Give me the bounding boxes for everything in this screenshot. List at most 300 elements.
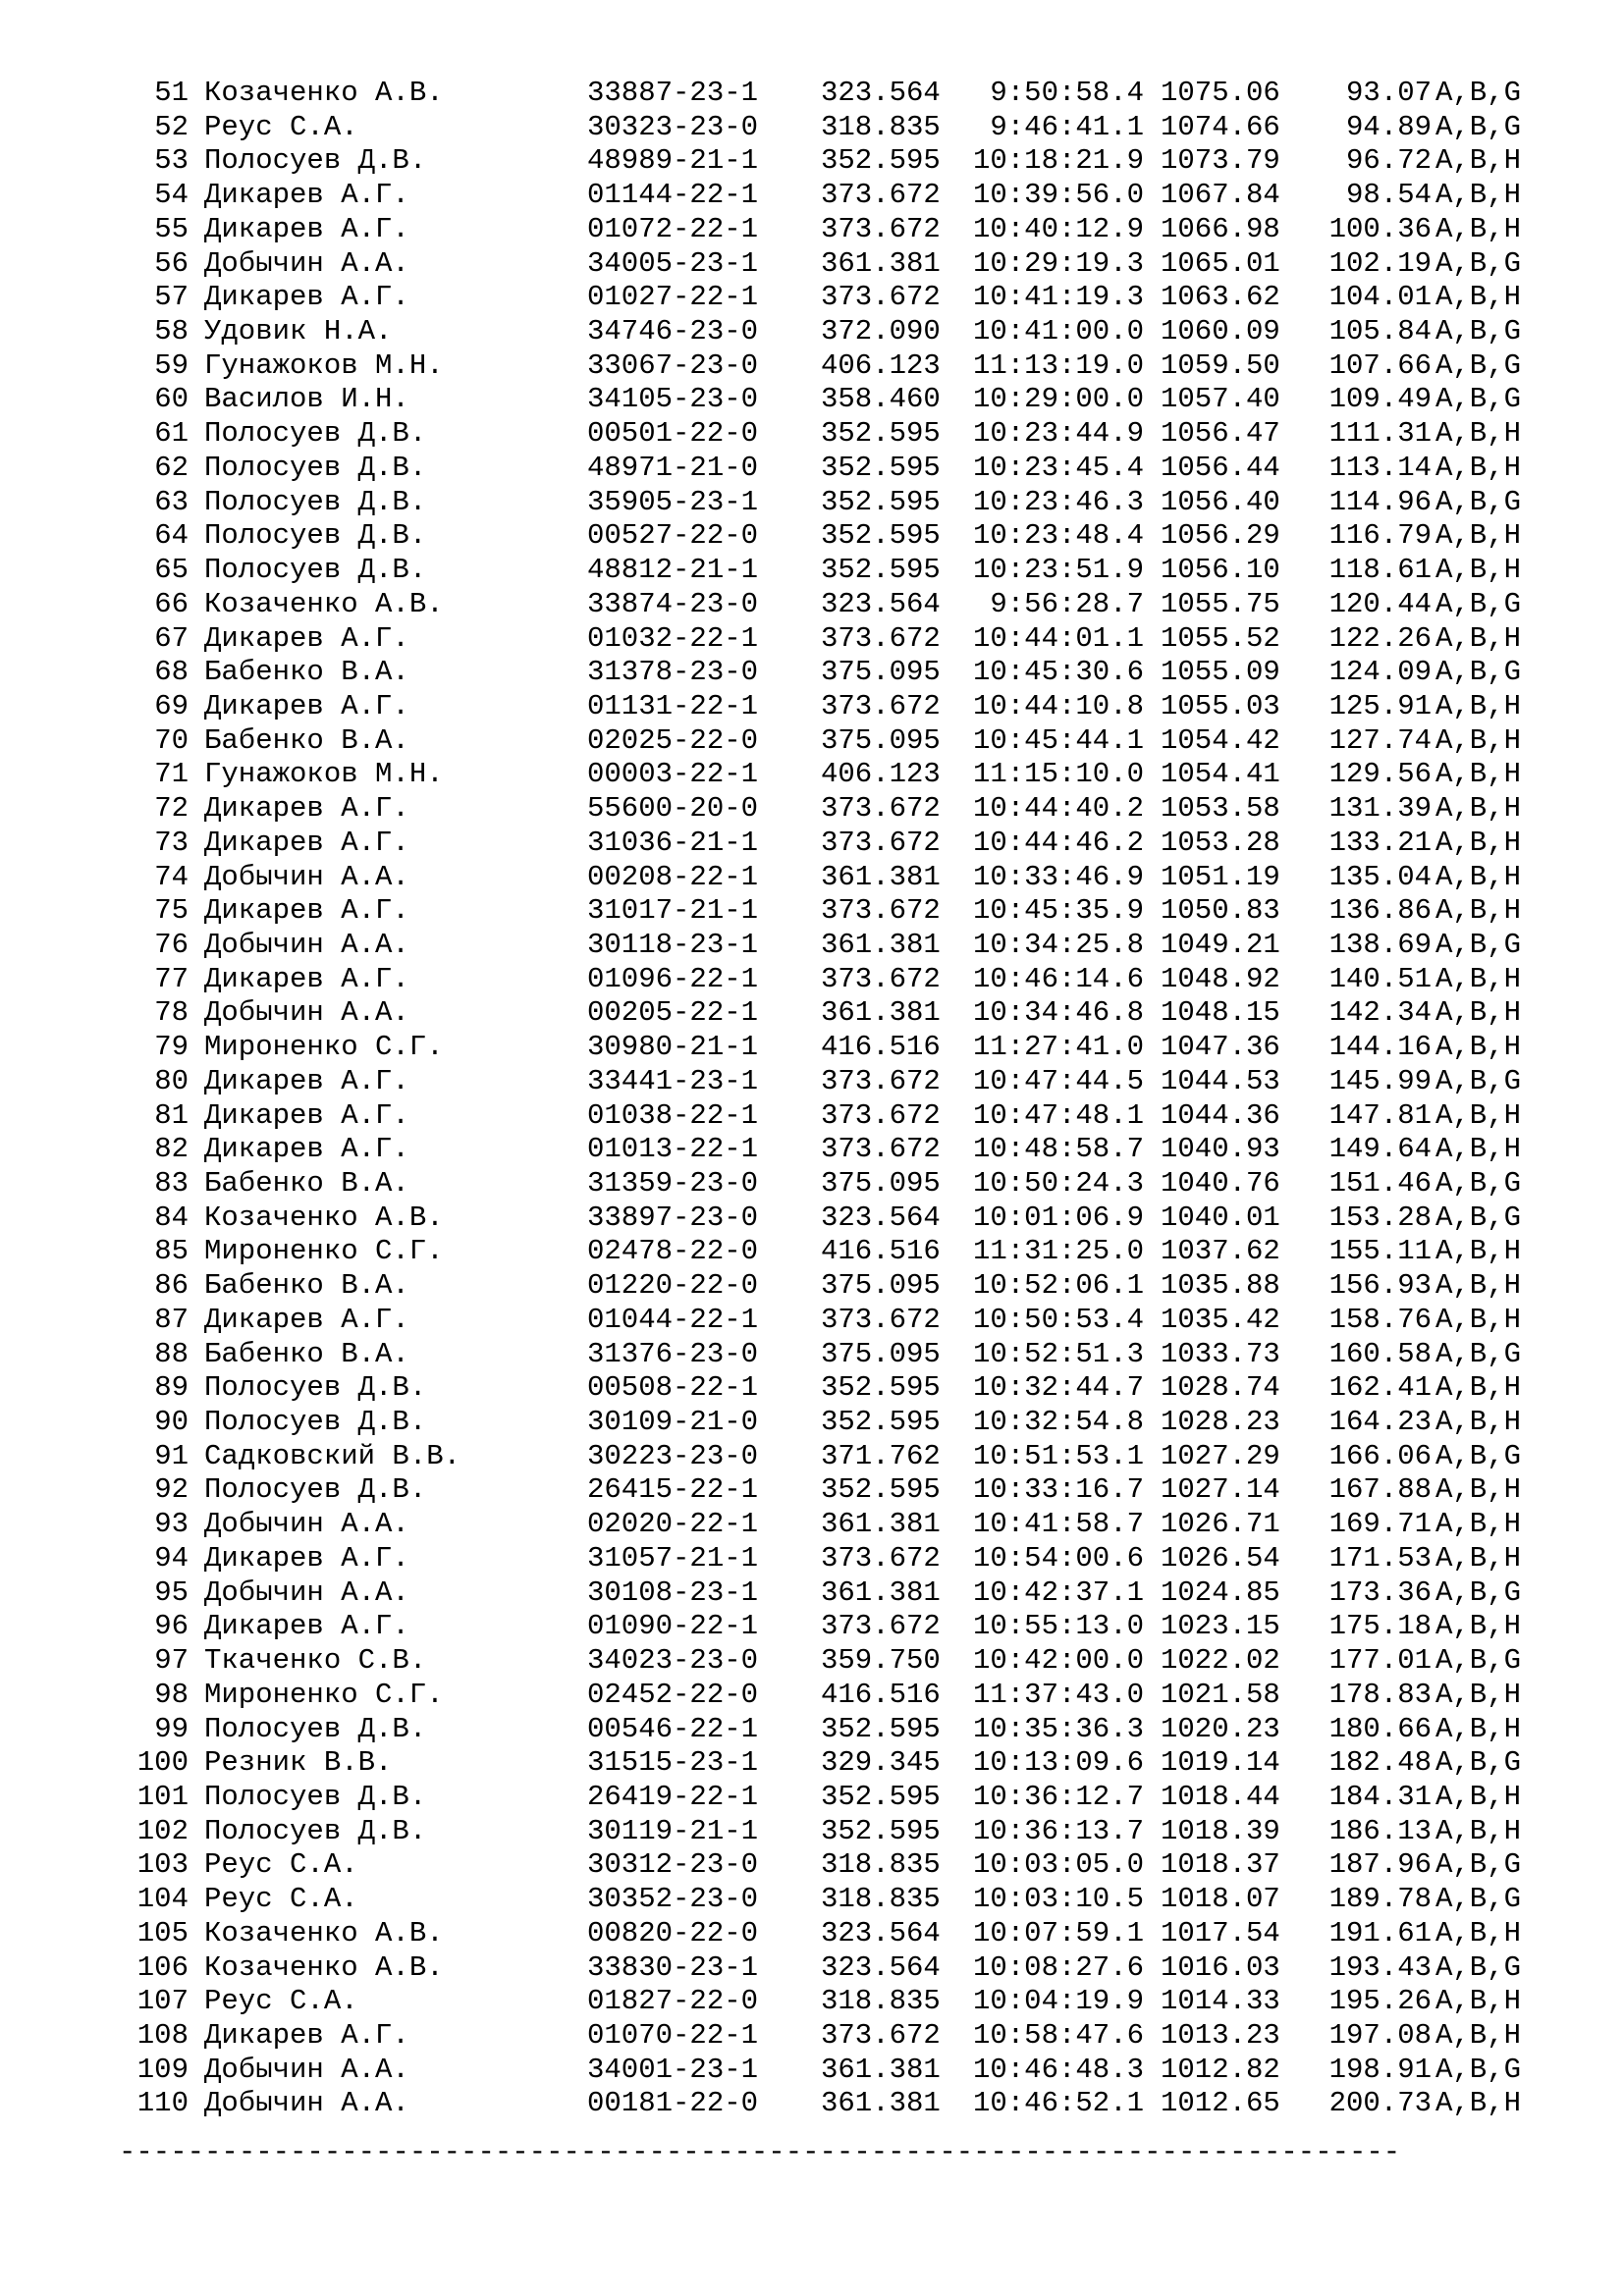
group-codes: A,B,H xyxy=(1435,1780,1522,1813)
table-row xyxy=(0,1099,1624,1134)
fancier-name: Бабенко В.А. xyxy=(204,656,409,689)
table-row xyxy=(0,1201,1624,1236)
distance: 375.095 xyxy=(821,723,941,757)
ring-number: 48812-21-1 xyxy=(587,554,759,587)
row-number: 92 xyxy=(154,1473,189,1507)
row-number: 95 xyxy=(154,1575,189,1609)
group-codes: A,B,H xyxy=(1435,519,1522,553)
fancier-name: Добычин А.А. xyxy=(204,2087,409,2120)
fancier-name: Гунажоков М.Н. xyxy=(204,348,444,382)
speed: 1028.74 xyxy=(1161,1371,1280,1405)
speed: 1035.42 xyxy=(1161,1303,1280,1336)
distance: 373.672 xyxy=(821,2018,941,2052)
ring-number: 30109-21-0 xyxy=(587,1406,759,1439)
arrival-time: 10:44:40.2 xyxy=(972,792,1144,826)
table-row xyxy=(0,1473,1624,1508)
table-row xyxy=(0,1440,1624,1474)
table-row xyxy=(0,554,1624,588)
distance: 329.345 xyxy=(821,1746,941,1780)
row-number: 75 xyxy=(154,894,189,928)
coefficient: 156.93 xyxy=(1328,1269,1432,1303)
group-codes: A,B,H xyxy=(1435,996,1522,1030)
table-row xyxy=(0,247,1624,282)
coefficient: 187.96 xyxy=(1328,1848,1432,1882)
table-row xyxy=(0,690,1624,724)
speed: 1018.44 xyxy=(1161,1780,1280,1813)
group-codes: A,B,G xyxy=(1435,383,1522,416)
arrival-time: 10:42:00.0 xyxy=(972,1644,1144,1678)
fancier-name: Дикарев А.Г. xyxy=(204,179,409,212)
group-codes: A,B,H xyxy=(1435,1508,1522,1541)
table-row xyxy=(0,1883,1624,1917)
speed: 1059.50 xyxy=(1161,348,1280,382)
fancier-name: Дикарев А.Г. xyxy=(204,792,409,826)
coefficient: 167.88 xyxy=(1328,1473,1432,1507)
distance: 406.123 xyxy=(821,348,941,382)
group-codes: A,B,H xyxy=(1435,860,1522,893)
ring-number: 30223-23-0 xyxy=(587,1439,759,1472)
group-codes: A,B,H xyxy=(1435,554,1522,587)
arrival-time: 10:46:48.3 xyxy=(972,2053,1144,2086)
ring-number: 31515-23-1 xyxy=(587,1746,759,1780)
arrival-time: 9:46:41.1 xyxy=(990,110,1144,143)
coefficient: 160.58 xyxy=(1328,1337,1432,1370)
arrival-time: 10:23:51.9 xyxy=(972,554,1144,587)
fancier-name: Мироненко С.Г. xyxy=(204,1031,444,1064)
coefficient: 178.83 xyxy=(1328,1678,1432,1711)
ring-number: 01070-22-1 xyxy=(587,2018,759,2052)
row-number: 88 xyxy=(154,1337,189,1370)
table-row xyxy=(0,1065,1624,1099)
fancier-name: Василов И.Н. xyxy=(204,383,409,416)
arrival-time: 10:46:14.6 xyxy=(972,962,1144,995)
table-row xyxy=(0,894,1624,929)
ring-number: 34105-23-0 xyxy=(587,383,759,416)
row-number: 54 xyxy=(154,179,189,212)
speed: 1014.33 xyxy=(1161,1985,1280,2018)
fancier-name: Реус С.А. xyxy=(204,1985,358,2018)
arrival-time: 11:27:41.0 xyxy=(972,1031,1144,1064)
fancier-name: Добычин А.А. xyxy=(204,1508,409,1541)
speed: 1057.40 xyxy=(1161,383,1280,416)
arrival-time: 11:31:25.0 xyxy=(972,1235,1144,1268)
table-row xyxy=(0,1848,1624,1883)
coefficient: 184.31 xyxy=(1328,1780,1432,1813)
coefficient: 198.91 xyxy=(1328,2053,1432,2086)
fancier-name: Дикарев А.Г. xyxy=(204,1133,409,1166)
table-row xyxy=(0,1304,1624,1338)
speed: 1073.79 xyxy=(1161,144,1280,178)
speed: 1055.03 xyxy=(1161,689,1280,722)
fancier-name: Дикарев А.Г. xyxy=(204,826,409,859)
speed: 1023.15 xyxy=(1161,1610,1280,1643)
ring-number: 01096-22-1 xyxy=(587,962,759,995)
table-row xyxy=(0,792,1624,827)
fancier-name: Бабенко В.А. xyxy=(204,723,409,757)
arrival-time: 10:47:48.1 xyxy=(972,1098,1144,1132)
ring-number: 26419-22-1 xyxy=(587,1780,759,1813)
coefficient: 180.66 xyxy=(1328,1712,1432,1745)
table-row xyxy=(0,1235,1624,1269)
row-number: 109 xyxy=(136,2053,189,2086)
speed: 1048.15 xyxy=(1161,996,1280,1030)
distance: 352.595 xyxy=(821,1473,941,1507)
ring-number: 30108-23-1 xyxy=(587,1575,759,1609)
group-codes: A,B,H xyxy=(1435,689,1522,722)
arrival-time: 10:52:06.1 xyxy=(972,1269,1144,1303)
distance: 352.595 xyxy=(821,485,941,518)
row-number: 105 xyxy=(136,1916,189,1949)
speed: 1018.39 xyxy=(1161,1814,1280,1847)
coefficient: 193.43 xyxy=(1328,1950,1432,1984)
fancier-name: Дикарев А.Г. xyxy=(204,962,409,995)
arrival-time: 11:37:43.0 xyxy=(972,1678,1144,1711)
ring-number: 30312-23-0 xyxy=(587,1848,759,1882)
distance: 373.672 xyxy=(821,281,941,314)
row-number: 55 xyxy=(154,212,189,245)
arrival-time: 10:13:09.6 xyxy=(972,1746,1144,1780)
speed: 1035.88 xyxy=(1161,1269,1280,1303)
table-row xyxy=(0,349,1624,384)
ring-number: 00501-22-0 xyxy=(587,417,759,451)
ring-number: 01144-22-1 xyxy=(587,179,759,212)
speed: 1050.83 xyxy=(1161,894,1280,928)
coefficient: 102.19 xyxy=(1328,246,1432,280)
table-row xyxy=(0,861,1624,895)
distance: 323.564 xyxy=(821,587,941,620)
arrival-time: 9:50:58.4 xyxy=(990,77,1144,109)
row-number: 51 xyxy=(154,77,189,109)
fancier-name: Дикарев А.Г. xyxy=(204,1303,409,1336)
distance: 373.672 xyxy=(821,962,941,995)
speed: 1040.76 xyxy=(1161,1167,1280,1200)
group-codes: A,B,H xyxy=(1435,1031,1522,1064)
coefficient: 127.74 xyxy=(1328,723,1432,757)
row-number: 103 xyxy=(136,1848,189,1882)
distance: 373.672 xyxy=(821,1610,941,1643)
coefficient: 166.06 xyxy=(1328,1439,1432,1472)
group-codes: A,B,G xyxy=(1435,656,1522,689)
group-codes: A,B,G xyxy=(1435,1064,1522,1097)
coefficient: 171.53 xyxy=(1328,1541,1432,1575)
group-codes: A,B,H xyxy=(1435,1473,1522,1507)
arrival-time: 10:36:12.7 xyxy=(972,1780,1144,1813)
speed: 1055.52 xyxy=(1161,621,1280,655)
coefficient: 93.07 xyxy=(1345,77,1432,109)
row-number: 81 xyxy=(154,1098,189,1132)
table-row xyxy=(0,827,1624,861)
ring-number: 02478-22-0 xyxy=(587,1235,759,1268)
group-codes: A,B,H xyxy=(1435,962,1522,995)
distance: 373.672 xyxy=(821,689,941,722)
speed: 1012.82 xyxy=(1161,2053,1280,2086)
arrival-time: 10:08:27.6 xyxy=(972,1950,1144,1984)
coefficient: 122.26 xyxy=(1328,621,1432,655)
row-number: 89 xyxy=(154,1371,189,1405)
arrival-time: 10:33:46.9 xyxy=(972,860,1144,893)
row-number: 71 xyxy=(154,758,189,791)
row-number: 101 xyxy=(136,1780,189,1813)
fancier-name: Козаченко А.В. xyxy=(204,77,444,109)
arrival-time: 10:35:36.3 xyxy=(972,1712,1144,1745)
row-number: 79 xyxy=(154,1031,189,1064)
arrival-time: 10:34:25.8 xyxy=(972,928,1144,961)
group-codes: A,B,H xyxy=(1435,1133,1522,1166)
table-row xyxy=(0,1371,1624,1406)
arrival-time: 10:33:16.7 xyxy=(972,1473,1144,1507)
distance: 361.381 xyxy=(821,246,941,280)
ring-number: 26415-22-1 xyxy=(587,1473,759,1507)
group-codes: A,B,H xyxy=(1435,1406,1522,1439)
ring-number: 02452-22-0 xyxy=(587,1678,759,1711)
ring-number: 01027-22-1 xyxy=(587,281,759,314)
coefficient: 111.31 xyxy=(1328,417,1432,451)
coefficient: 147.81 xyxy=(1328,1098,1432,1132)
fancier-name: Дикарев А.Г. xyxy=(204,689,409,722)
table-row xyxy=(0,144,1624,179)
distance: 373.672 xyxy=(821,894,941,928)
coefficient: 191.61 xyxy=(1328,1916,1432,1949)
fancier-name: Дикарев А.Г. xyxy=(204,281,409,314)
arrival-time: 10:54:00.6 xyxy=(972,1541,1144,1575)
table-row xyxy=(0,1133,1624,1167)
speed: 1013.23 xyxy=(1161,2018,1280,2052)
distance: 352.595 xyxy=(821,451,941,484)
arrival-time: 10:32:54.8 xyxy=(972,1406,1144,1439)
ring-number: 01044-22-1 xyxy=(587,1303,759,1336)
coefficient: 96.72 xyxy=(1345,144,1432,178)
row-number: 62 xyxy=(154,451,189,484)
speed: 1056.10 xyxy=(1161,554,1280,587)
fancier-name: Добычин А.А. xyxy=(204,246,409,280)
fancier-name: Полосуев Д.В. xyxy=(204,1712,427,1745)
table-row xyxy=(0,996,1624,1031)
fancier-name: Полосуев Д.В. xyxy=(204,451,427,484)
arrival-time: 10:58:47.6 xyxy=(972,2018,1144,2052)
arrival-time: 10:45:35.9 xyxy=(972,894,1144,928)
speed: 1040.93 xyxy=(1161,1133,1280,1166)
group-codes: A,B,H xyxy=(1435,1235,1522,1268)
ring-number: 00508-22-1 xyxy=(587,1371,759,1405)
fancier-name: Удовик Н.А. xyxy=(204,315,393,348)
speed: 1051.19 xyxy=(1161,860,1280,893)
table-row xyxy=(0,1610,1624,1644)
speed: 1021.58 xyxy=(1161,1678,1280,1711)
distance: 373.672 xyxy=(821,826,941,859)
row-number: 57 xyxy=(154,281,189,314)
fancier-name: Садковский В.В. xyxy=(204,1439,461,1472)
speed: 1019.14 xyxy=(1161,1746,1280,1780)
coefficient: 107.66 xyxy=(1328,348,1432,382)
ring-number: 30323-23-0 xyxy=(587,110,759,143)
table-row xyxy=(0,1338,1624,1372)
arrival-time: 10:29:00.0 xyxy=(972,383,1144,416)
speed: 1067.84 xyxy=(1161,179,1280,212)
table-row xyxy=(0,1679,1624,1713)
row-number: 107 xyxy=(136,1985,189,2018)
ring-number: 00820-22-0 xyxy=(587,1916,759,1949)
arrival-time: 10:51:53.1 xyxy=(972,1439,1144,1472)
coefficient: 140.51 xyxy=(1328,962,1432,995)
group-codes: A,B,H xyxy=(1435,723,1522,757)
arrival-time: 11:13:19.0 xyxy=(972,348,1144,382)
ring-number: 01013-22-1 xyxy=(587,1133,759,1166)
ring-number: 55600-20-0 xyxy=(587,792,759,826)
coefficient: 118.61 xyxy=(1328,554,1432,587)
row-number: 96 xyxy=(154,1610,189,1643)
coefficient: 151.46 xyxy=(1328,1167,1432,1200)
fancier-name: Козаченко А.В. xyxy=(204,587,444,620)
table-row xyxy=(0,1917,1624,1951)
group-codes: A,B,H xyxy=(1435,792,1522,826)
arrival-time: 10:41:19.3 xyxy=(972,281,1144,314)
ring-number: 48971-21-0 xyxy=(587,451,759,484)
coefficient: 186.13 xyxy=(1328,1814,1432,1847)
distance: 352.595 xyxy=(821,1371,941,1405)
coefficient: 131.39 xyxy=(1328,792,1432,826)
distance: 373.672 xyxy=(821,212,941,245)
ring-number: 35905-23-1 xyxy=(587,485,759,518)
table-row xyxy=(0,724,1624,759)
arrival-time: 10:23:44.9 xyxy=(972,417,1144,451)
fancier-name: Добычин А.А. xyxy=(204,2053,409,2086)
speed: 1056.47 xyxy=(1161,417,1280,451)
row-number: 84 xyxy=(154,1201,189,1234)
speed: 1018.37 xyxy=(1161,1848,1280,1882)
group-codes: A,B,H xyxy=(1435,2018,1522,2052)
table-row xyxy=(0,77,1624,111)
table-row xyxy=(0,2019,1624,2054)
coefficient: 169.71 xyxy=(1328,1508,1432,1541)
group-codes: A,B,G xyxy=(1435,110,1522,143)
group-codes: A,B,G xyxy=(1435,1201,1522,1234)
row-number: 108 xyxy=(136,2018,189,2052)
group-codes: A,B,H xyxy=(1435,1098,1522,1132)
speed: 1053.58 xyxy=(1161,792,1280,826)
coefficient: 173.36 xyxy=(1328,1575,1432,1609)
row-number: 58 xyxy=(154,315,189,348)
row-number: 100 xyxy=(136,1746,189,1780)
distance: 352.595 xyxy=(821,1814,941,1847)
speed: 1027.14 xyxy=(1161,1473,1280,1507)
row-number: 104 xyxy=(136,1883,189,1916)
coefficient: 120.44 xyxy=(1328,587,1432,620)
ring-number: 02025-22-0 xyxy=(587,723,759,757)
arrival-time: 9:56:28.7 xyxy=(990,587,1144,620)
fancier-name: Полосуев Д.В. xyxy=(204,554,427,587)
distance: 375.095 xyxy=(821,1269,941,1303)
coefficient: 116.79 xyxy=(1328,519,1432,553)
coefficient: 129.56 xyxy=(1328,758,1432,791)
table-row xyxy=(0,1713,1624,1747)
distance: 318.835 xyxy=(821,110,941,143)
speed: 1053.28 xyxy=(1161,826,1280,859)
table-row xyxy=(0,588,1624,622)
row-number: 110 xyxy=(136,2087,189,2120)
distance: 352.595 xyxy=(821,554,941,587)
distance: 323.564 xyxy=(821,1916,941,1949)
arrival-time: 10:50:24.3 xyxy=(972,1167,1144,1200)
fancier-name: Дикарев А.Г. xyxy=(204,1610,409,1643)
arrival-time: 10:47:44.5 xyxy=(972,1064,1144,1097)
table-row xyxy=(0,1542,1624,1576)
table-row xyxy=(0,1167,1624,1201)
ring-number: 30352-23-0 xyxy=(587,1883,759,1916)
ring-number: 01032-22-1 xyxy=(587,621,759,655)
table-row xyxy=(0,929,1624,963)
table-row xyxy=(0,1406,1624,1440)
arrival-time: 10:07:59.1 xyxy=(972,1916,1144,1949)
fancier-name: Мироненко С.Г. xyxy=(204,1235,444,1268)
group-codes: A,B,G xyxy=(1435,1950,1522,1984)
group-codes: A,B,G xyxy=(1435,1439,1522,1472)
group-codes: A,B,H xyxy=(1435,281,1522,314)
fancier-name: Добычин А.А. xyxy=(204,860,409,893)
arrival-time: 10:01:06.9 xyxy=(972,1201,1144,1234)
coefficient: 124.09 xyxy=(1328,656,1432,689)
table-row xyxy=(0,1781,1624,1815)
group-codes: A,B,H xyxy=(1435,179,1522,212)
group-codes: A,B,G xyxy=(1435,348,1522,382)
distance: 373.672 xyxy=(821,1541,941,1575)
distance: 375.095 xyxy=(821,1167,941,1200)
group-codes: A,B,G xyxy=(1435,246,1522,280)
fancier-name: Бабенко В.А. xyxy=(204,1337,409,1370)
fancier-name: Дикарев А.Г. xyxy=(204,621,409,655)
group-codes: A,B,H xyxy=(1435,1916,1522,1949)
speed: 1065.01 xyxy=(1161,246,1280,280)
group-codes: A,B,G xyxy=(1435,315,1522,348)
distance: 352.595 xyxy=(821,1406,941,1439)
distance: 373.672 xyxy=(821,1098,941,1132)
group-codes: A,B,G xyxy=(1435,1883,1522,1916)
coefficient: 136.86 xyxy=(1328,894,1432,928)
speed: 1066.98 xyxy=(1161,212,1280,245)
table-row xyxy=(0,179,1624,213)
table-row xyxy=(0,656,1624,690)
row-number: 94 xyxy=(154,1541,189,1575)
distance: 373.672 xyxy=(821,179,941,212)
fancier-name: Дикарев А.Г. xyxy=(204,894,409,928)
distance: 361.381 xyxy=(821,2053,941,2086)
coefficient: 114.96 xyxy=(1328,485,1432,518)
arrival-time: 10:44:01.1 xyxy=(972,621,1144,655)
table-row xyxy=(0,622,1624,657)
fancier-name: Полосуев Д.В. xyxy=(204,1814,427,1847)
distance: 361.381 xyxy=(821,996,941,1030)
fancier-name: Полосуев Д.В. xyxy=(204,1371,427,1405)
coefficient: 175.18 xyxy=(1328,1610,1432,1643)
speed: 1016.03 xyxy=(1161,1950,1280,1984)
table-row xyxy=(0,1576,1624,1611)
distance: 352.595 xyxy=(821,519,941,553)
table-row xyxy=(0,281,1624,315)
distance: 373.672 xyxy=(821,1303,941,1336)
group-codes: A,B,G xyxy=(1435,928,1522,961)
speed: 1012.65 xyxy=(1161,2087,1280,2120)
table-row xyxy=(0,1644,1624,1679)
fancier-name: Добычин А.А. xyxy=(204,1575,409,1609)
coefficient: 98.54 xyxy=(1345,179,1432,212)
speed: 1074.66 xyxy=(1161,110,1280,143)
fancier-name: Полосуев Д.В. xyxy=(204,1473,427,1507)
coefficient: 145.99 xyxy=(1328,1064,1432,1097)
fancier-name: Козаченко А.В. xyxy=(204,1916,444,1949)
row-number: 77 xyxy=(154,962,189,995)
row-number: 78 xyxy=(154,996,189,1030)
arrival-time: 10:45:44.1 xyxy=(972,723,1144,757)
ring-number: 00527-22-0 xyxy=(587,519,759,553)
